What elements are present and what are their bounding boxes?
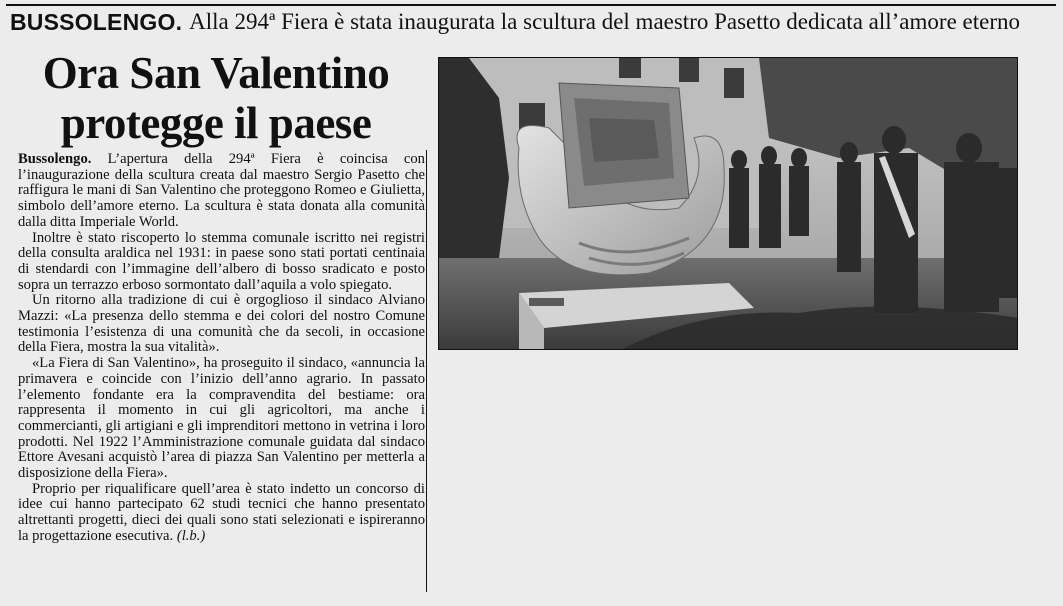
kicker-place: BUSSOLENGO. (10, 8, 183, 35)
article-body (18, 152, 425, 592)
article-paragraph-2: Inoltre è stato riscoperto lo stemma comunale iscritto nei registri della consulta araldica nel 1931: in paese sono stati portati centinaia di stendardi con l’immagine dell’albero di bosso sradicato e posto sopra un terrazzo erboso sormontato dall’aquila a volo spiegato. (18, 229, 425, 293)
kicker-text: Alla 294ª Fiera è stata inaugurata la scultura del maestro Pasetto dedicata all’amore eterno (189, 9, 1020, 34)
dateline: Bussolengo. (18, 152, 92, 167)
kicker-bar (6, 4, 1056, 38)
headline-line-1: Ora San Valentino (42, 48, 390, 98)
article-paragraph-4: «La Fiera di San Valentino», ha proseguito il sindaco, «annuncia la primavera e coincide con l’inizio dell’anno agrario. In passato l’elemento fondante era la compravendita del bestiame: ora rappresenta il momento in cui gli agricoltori, ma anche i commercianti, gli artigiani e gli imprenditori mettono in vetrina i loro prodotti. Nel 1922 l’Amministrazione comunale guidata dal sindaco Ettore Avesani acquistò l’area di piazza San Valentino per metterla a disposizione della Fiera». (18, 355, 425, 482)
headline (6, 48, 426, 148)
headline-line-2: protegge il paese (60, 98, 372, 148)
photo-image (439, 58, 1018, 350)
article-paragraph-3: Un ritorno alla tradizione di cui è orgoglioso il sindaco Alviano Mazzi: «La presenza dello stemma e dei colori del nostro Comune testimonia l’esistenza di una comunità che da secoli, in occasione della Fiera, mostra la sua vitalità». (18, 292, 425, 356)
article-paragraph-1 (18, 152, 425, 231)
paragraph-5-text: Proprio per riqualificare quell’area è stato indetto un concorso di idee cui hanno partecipato 62 studi tecnici che hanno presentato altrettanti progetti, dieci dei quali sono stati selezionati e ispireranno la progettazione esecutiva. (18, 480, 425, 544)
paragraph-1-text: L’apertura della 294ª Fiera è coincisa con l’inaugurazione della scultura creata dal maestro Sergio Pasetto che raffigura le mani di San Valentino che proteggono Romeo e Giulietta, simbolo dell’amore eterno. La scultura è stata donata alla comunità dalla ditta Imperiale World. (18, 152, 425, 230)
author-signature: (l.b.) (176, 527, 206, 544)
column-divider (426, 150, 427, 592)
article-paragraph-5 (18, 482, 425, 545)
news-photo (438, 57, 1018, 350)
